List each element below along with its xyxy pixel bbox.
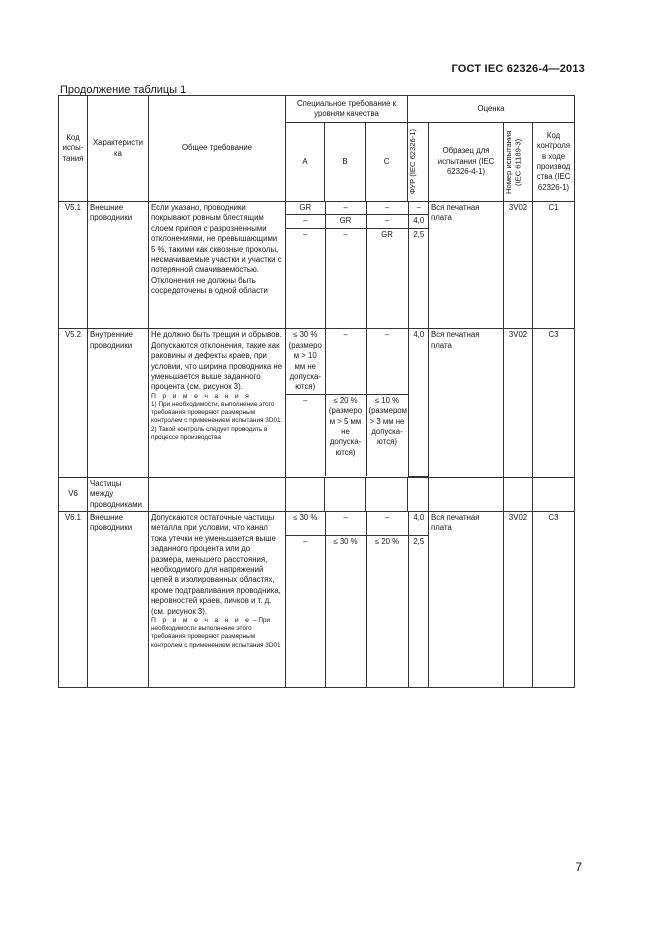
note-1: 1) При необходимости, выполнение этого требования проверяют размерным контролем с применением испытания 3D01. [151, 400, 283, 425]
header-code: Код испы-тания [59, 96, 88, 202]
level-a-value: GR [286, 202, 325, 215]
level-b-value: – [325, 329, 366, 394]
level-c-value: – [366, 215, 408, 228]
row-test-number: 3V02 [504, 511, 533, 687]
table-row-v6-1 [59, 511, 575, 687]
header-characteristic: Характеристи ка [88, 96, 149, 202]
header-level-b: B [325, 123, 366, 202]
row-control-code: C3 [533, 329, 575, 477]
level-b-value: – [325, 202, 366, 215]
level-a-value: – [286, 215, 325, 228]
level-c-value: – [366, 202, 408, 215]
level-b-value: GR [325, 215, 366, 228]
level-c-value: – [366, 512, 408, 536]
level-a-value: – [303, 537, 308, 547]
row-code: V5.1 [59, 202, 88, 329]
level-b-value: – [325, 512, 366, 536]
header-fur: ФУР (IEC 62326-1) [408, 123, 429, 202]
requirement-text: Допускаются остаточные частицы металла при условии, что канал тока утечки не уменьшается выше заданного процента или до размера, меньшего расстояния, необходимого для напряжений цепей в изолированных областях, кроме подтравливания проводника, неровностей краев, пичков и т. д. (см. рисунок 3). [151, 512, 281, 616]
level-a-value: ≤ 30 % (размеро м > 10 мм не допуска-ются) [286, 329, 325, 394]
row-requirement: Если указано, проводники покрывают ровным блестящим слоем припоя с разрозненными отклонениями, не превышающими 5 %, такими как сквозные проколы, несмачиваемые участки и участки с потерянной смачиваемостью. Отклонения не должны быть сосредоточены в одной области [149, 202, 286, 329]
row-levels [286, 329, 429, 477]
table-row-v5-2 [59, 329, 575, 477]
fur-value: 4,0 [408, 329, 429, 476]
header-general-requirement: Общее требование [149, 96, 286, 202]
standard-designation: ГОСТ IEC 62326-4—2013 [451, 63, 585, 75]
row-characteristic: Внешние проводники [88, 511, 149, 687]
fur-value: 4,0 [408, 215, 429, 228]
fur-value: 2,5 [408, 536, 429, 687]
header-test-number: Номер испытания (IEC 61189-3) [504, 123, 533, 202]
header-sample: Образец для испытания (IEC 62326-4-1) [429, 123, 504, 202]
empty-cell [325, 477, 366, 511]
row-test-number: 3V02 [504, 329, 533, 477]
level-b-value: ≤ 30 % [325, 536, 366, 687]
row-sample: Вся печатная плата [429, 202, 504, 329]
row-sample: Вся печатная плата [429, 511, 504, 687]
empty-cell [366, 477, 408, 511]
level-c-value: GR [366, 228, 408, 328]
note-2: 2) Такой контроль следует проводить в процессе производства [151, 425, 268, 441]
row-sample: Вся печатная плата [429, 329, 504, 477]
empty-cell [408, 477, 429, 511]
level-b-value: – [325, 228, 366, 328]
row-code: V5.2 [59, 329, 88, 477]
level-a-value: – [303, 395, 308, 405]
level-c-value: – [366, 329, 408, 394]
header-evaluation: Оценка [408, 96, 575, 123]
row-code: V6.1 [59, 511, 88, 687]
note-label: П р и м е ч а н и е [151, 617, 252, 625]
page-number: 7 [575, 860, 582, 874]
row-characteristic: Частицы между проводниками [88, 477, 149, 511]
header-row-1 [59, 96, 575, 123]
row-code: V6 [59, 477, 88, 511]
row-requirement [149, 511, 286, 687]
note-text: – При необходимости выполнение этого требования проверяют размерным контролем с применением испытания 3D01 [151, 617, 281, 649]
fur-value: 4,0 [408, 512, 429, 536]
empty-cell [533, 477, 575, 511]
empty-cell [504, 477, 533, 511]
header-level-c: C [366, 123, 408, 202]
level-a-value: – [303, 229, 308, 239]
empty-cell [429, 477, 504, 511]
empty-cell [149, 477, 286, 511]
requirement-text: Не должно быть трещин и обрывов. Допускаются отклонения, такие как раковины и дефекты краев, при условии, что ширина проводника не уменьшается выше заданного процента (см. рисунок 3). [151, 330, 283, 392]
header-special-requirement: Специальное требование к уровням качества [286, 96, 408, 123]
row-test-number: 3V02 [504, 202, 533, 329]
requirements-table [58, 95, 575, 688]
row-levels [286, 511, 429, 687]
level-c-value: ≤ 10 % (размером > 3 мм не допуска-ются) [366, 394, 408, 476]
row-characteristic: Внешние проводники [88, 202, 149, 329]
row-control-code: C1 [533, 202, 575, 329]
empty-cell [286, 477, 325, 511]
row-control-code: C3 [533, 511, 575, 687]
fur-value: – [408, 202, 429, 215]
fur-value: 2,5 [408, 228, 429, 328]
level-b-value: ≤ 20 % (размеро м > 5 мм не допуска-ются) [325, 394, 366, 476]
table-row-v6 [59, 477, 575, 511]
level-a-value: ≤ 30 % [286, 512, 325, 536]
row-characteristic: Внутренние проводники [88, 329, 149, 477]
table-row-v5-1 [59, 202, 575, 329]
note-label: П р и м е ч а н и я [151, 392, 252, 400]
row-requirement [149, 329, 286, 477]
level-c-value: ≤ 20 % [366, 536, 408, 687]
table-caption: Продолжение таблицы 1 [60, 84, 187, 96]
header-control-code: Код контроля в ходе производ ства (IEC 62326-1) [533, 123, 575, 202]
header-level-a: A [286, 123, 325, 202]
row-levels [286, 202, 429, 329]
